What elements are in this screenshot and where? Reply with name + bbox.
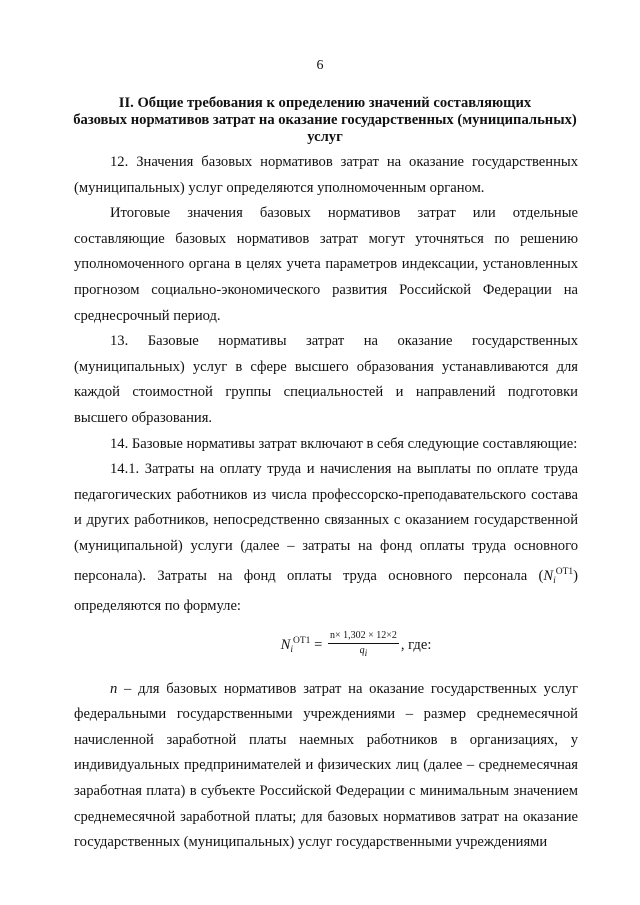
paragraph-14: 14. Базовые нормативы затрат включают в себя следующие составляющие:	[110, 435, 578, 452]
inline-symbol: $N_i^{ОТ1}$	[543, 566, 574, 586]
formula-lhs: $N_i^{ОТ1}$	[280, 635, 311, 655]
formula	[74, 630, 578, 661]
paragraph-12-continued: Итоговые значения базовых нормативов затрат или отдельные составляющие базовых нормативов затрат могут уточняться по решению уполномоченного органа в целях учета параметров индексации, установленных прогнозом социально-экономического развития Российской Федерации на среднесрочный период.	[74, 205, 578, 324]
page-number: 6	[316, 58, 324, 73]
paragraph-12: 12. Значения базовых нормативов затрат на оказание государственных (муниципальных) услуг определяются уполномоченным органом.	[74, 154, 578, 196]
paragraph-14-1	[74, 457, 578, 620]
formula-equals: =	[314, 636, 323, 653]
paragraph-13: 13. Базовые нормативы затрат на оказание государственных (муниципальных) услуг в сфере высшего образования устанавливаются для каждой стоимостной группы специальностей и направлений подготовки высшего образования.	[74, 333, 578, 426]
variable-n: n	[110, 680, 118, 697]
heading-line: II. Общие требования к определению значений составляющих	[118, 95, 532, 111]
formula-denominator: qi	[359, 644, 368, 659]
formula-fraction	[328, 630, 399, 661]
section-heading	[70, 95, 580, 146]
heading-line: услуг	[307, 129, 343, 145]
paragraph-n-text: – для базовых нормативов затрат на оказание государственных услуг федеральными государственными учреждениями – размер среднемесячной начисленной заработной платы наемных работников в организациях, у индивидуальных предпринимателей и физических лиц (далее – среднемесячная заработная плата) в субъекте Российской Федерации с минимальным значением среднемесячной заработной платы; для базовых нормативов затрат на оказание государственных (муниципальных) услуг государственными учреждениями	[74, 680, 578, 851]
formula-tail: , где:	[400, 636, 432, 653]
heading-line: базовых нормативов затрат на оказание государственных (муниципальных)	[73, 112, 577, 128]
paragraph-14-1-end: ) определяются по формуле:	[74, 567, 578, 615]
paragraph-14-1-text: 14.1. Затраты на оплату труда и начисления на выплаты по оплате труда педагогических работников из числа профессорско-преподавательского состава и других работников, непосредственно связанных с оказанием государственной (муниципальной) услуги (далее – затраты на фонд оплаты труда основного персонала). Затраты на фонд оплаты труда основного персонала (	[74, 461, 578, 584]
document-body	[74, 150, 578, 856]
paragraph-n-definition	[74, 677, 578, 856]
formula-numerator: n× 1,302 × 12×2	[328, 630, 399, 644]
